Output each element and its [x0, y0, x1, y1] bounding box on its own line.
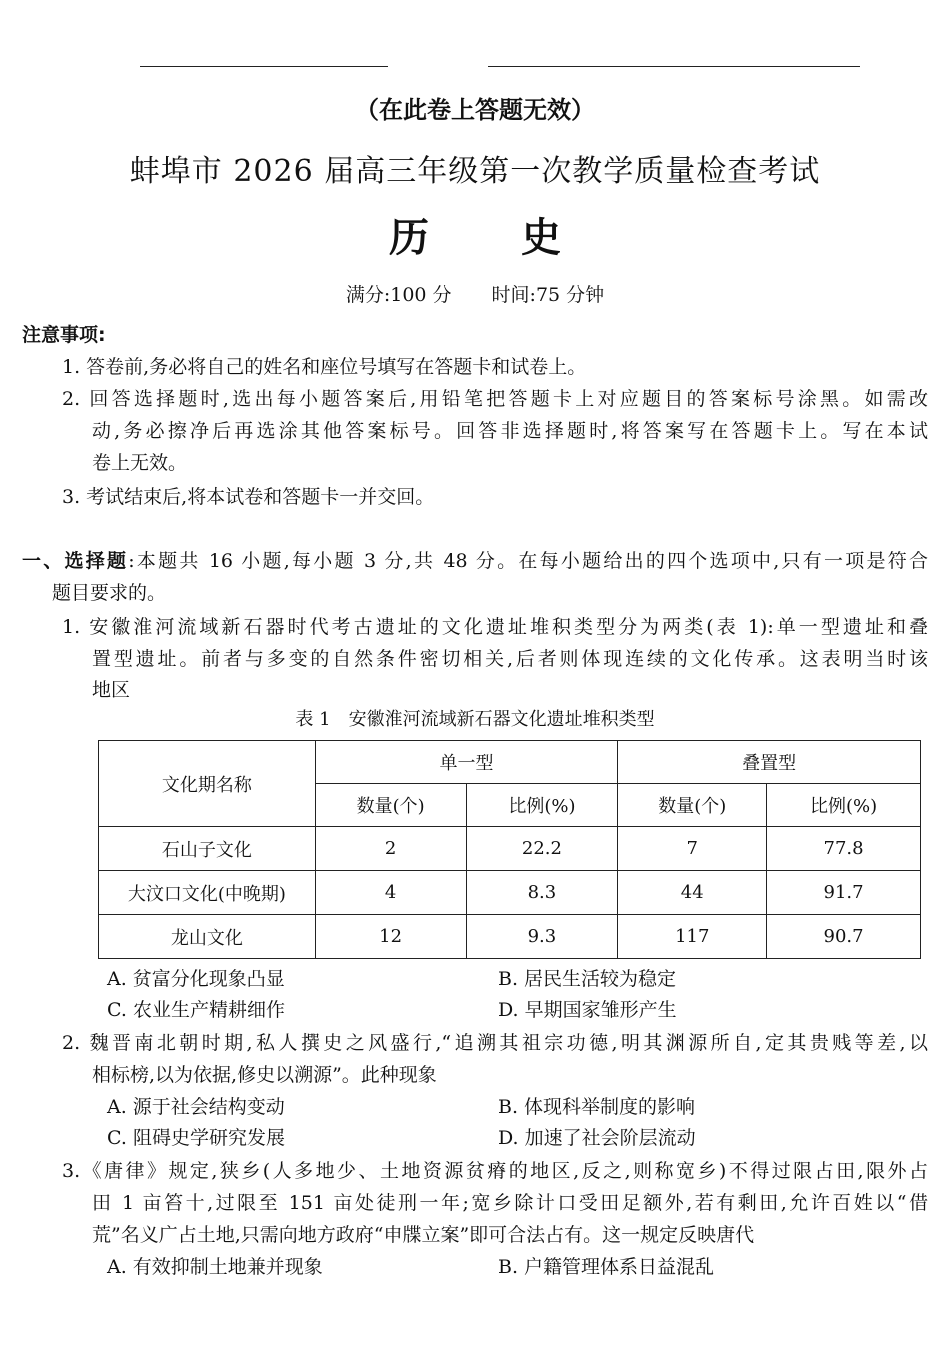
- q1-option-d: D. 早期国家雏形产生: [498, 999, 677, 1021]
- table-row: [99, 827, 921, 871]
- q2-option-c: C. 阻碍史学研究发展: [107, 1127, 285, 1149]
- name-field-line: [140, 66, 388, 67]
- subject-title: [0, 206, 950, 263]
- question-1-line-2: 置型遗址。前者与多变的自然条件密切相关,后者则体现连续的文化传承。这表明当时该: [92, 648, 928, 670]
- table-row: [99, 871, 921, 915]
- instruction-2-line-2: 动,务必擦净后再选涂其他答案标号。回答非选择题时,将答案写在答题卡上。写在本试: [92, 420, 928, 442]
- full-score: 满分:100 分: [345, 284, 452, 306]
- row-stacked-ratio: 90.7: [767, 915, 921, 959]
- subject-char-1: 历: [389, 215, 429, 261]
- row-stacked-count: 7: [618, 827, 767, 871]
- row-single-ratio: 8.3: [466, 871, 618, 915]
- row-stacked-ratio: 77.8: [767, 827, 921, 871]
- table-row: [99, 915, 921, 959]
- header-stacked-type: 叠置型: [618, 741, 921, 784]
- exam-meta: [0, 280, 950, 307]
- question-3-line-3: 荒”名义广占土地,只需向地方政府“申牒立案”即可合法占有。这一规定反映唐代: [92, 1224, 755, 1246]
- q2-option-d: D. 加速了社会阶层流动: [498, 1127, 696, 1149]
- header-stacked-ratio: 比例(%): [767, 784, 921, 827]
- instruction-2-line-1: 2. 回答选择题时,选出每小题答案后,用铅笔把答题卡上对应题目的答案标号涂黑。如需改: [62, 388, 928, 410]
- table-caption: 表 1 安徽淮河流域新石器文化遗址堆积类型: [295, 709, 655, 730]
- section1-intro-first: :本题共 16 小题,每小题 3 分,共 48 分。在每小题给出的四个选项中,只有一项是符合: [128, 550, 928, 572]
- section1-intro-second: 题目要求的。: [52, 582, 167, 604]
- q1-option-c: C. 农业生产精耕细作: [107, 999, 285, 1021]
- question-2-line-2: 相标榜,以为依据,修史以溯源”。此种现象: [92, 1064, 437, 1086]
- seat-field-line: [488, 66, 860, 67]
- question-2-line-1: 2. 魏晋南北朝时期,私人撰史之风盛行,“追溯其祖宗功德,明其渊源所自,定其贵贱等差,以: [62, 1032, 928, 1054]
- row-single-ratio: 22.2: [466, 827, 618, 871]
- site-type-table: [98, 740, 921, 959]
- header-single-ratio: 比例(%): [466, 784, 618, 827]
- row-stacked-count: 117: [618, 915, 767, 959]
- row-single-count: 4: [315, 871, 466, 915]
- question-3-line-1: 3.《唐律》规定,狭乡(人多地少、土地资源贫瘠的地区,反之,则称宽乡)不得过限占田,限外占: [62, 1160, 928, 1182]
- section1-label: 一、选择题: [22, 550, 129, 572]
- question-1-line-3: 地区: [92, 679, 131, 701]
- q1-option-a: A. 贫富分化现象凸显: [107, 968, 285, 990]
- row-culture-name: 石山子文化: [99, 827, 316, 871]
- row-single-count: 2: [315, 827, 466, 871]
- row-single-count: 12: [315, 915, 466, 959]
- instructions-title: 注意事项:: [22, 324, 106, 346]
- exam-title: 蚌埠市 2026 届高三年级第一次教学质量检查考试: [129, 154, 821, 189]
- q3-option-a: A. 有效抑制土地兼并现象: [107, 1256, 323, 1278]
- q2-option-b: B. 体现科举制度的影响: [498, 1096, 696, 1118]
- q2-option-a: A. 源于社会结构变动: [107, 1096, 285, 1118]
- q1-option-b: B. 居民生活较为稳定: [498, 968, 677, 990]
- exam-time: 时间:75 分钟: [491, 284, 605, 306]
- row-stacked-ratio: 91.7: [767, 871, 921, 915]
- question-3-line-2: 田 1 亩笞十,过限至 151 亩处徒刑一年;宽乡除计口受田足额外,若有剩田,允许百姓以“借: [92, 1192, 928, 1214]
- header-stacked-count: 数量(个): [618, 784, 767, 827]
- instruction-3: 3. 考试结束后,将本试卷和答题卡一并交回。: [62, 486, 435, 508]
- row-culture-name: 大汶口文化(中晚期): [99, 871, 316, 915]
- row-single-ratio: 9.3: [466, 915, 618, 959]
- question-1-line-1: 1. 安徽淮河流域新石器时代考古遗址的文化遗址堆积类型分为两类(表 1):单一型遗址和叠: [62, 616, 928, 638]
- q3-option-b: B. 户籍管理体系日益混乱: [498, 1256, 715, 1278]
- invalid-answer-notice: （在此卷上答题无效）: [355, 96, 595, 124]
- header-single-count: 数量(个): [315, 784, 466, 827]
- subject-char-2: 史: [521, 215, 561, 261]
- section1-intro: [22, 548, 928, 574]
- instruction-2-line-3: 卷上无效。: [92, 452, 188, 474]
- instruction-1: 1. 答卷前,务必将自己的姓名和座位号填写在答题卡和试卷上。: [62, 356, 587, 378]
- row-stacked-count: 44: [618, 871, 767, 915]
- row-culture-name: 龙山文化: [99, 915, 316, 959]
- header-single-type: 单一型: [315, 741, 618, 784]
- header-culture-name: 文化期名称: [99, 741, 316, 827]
